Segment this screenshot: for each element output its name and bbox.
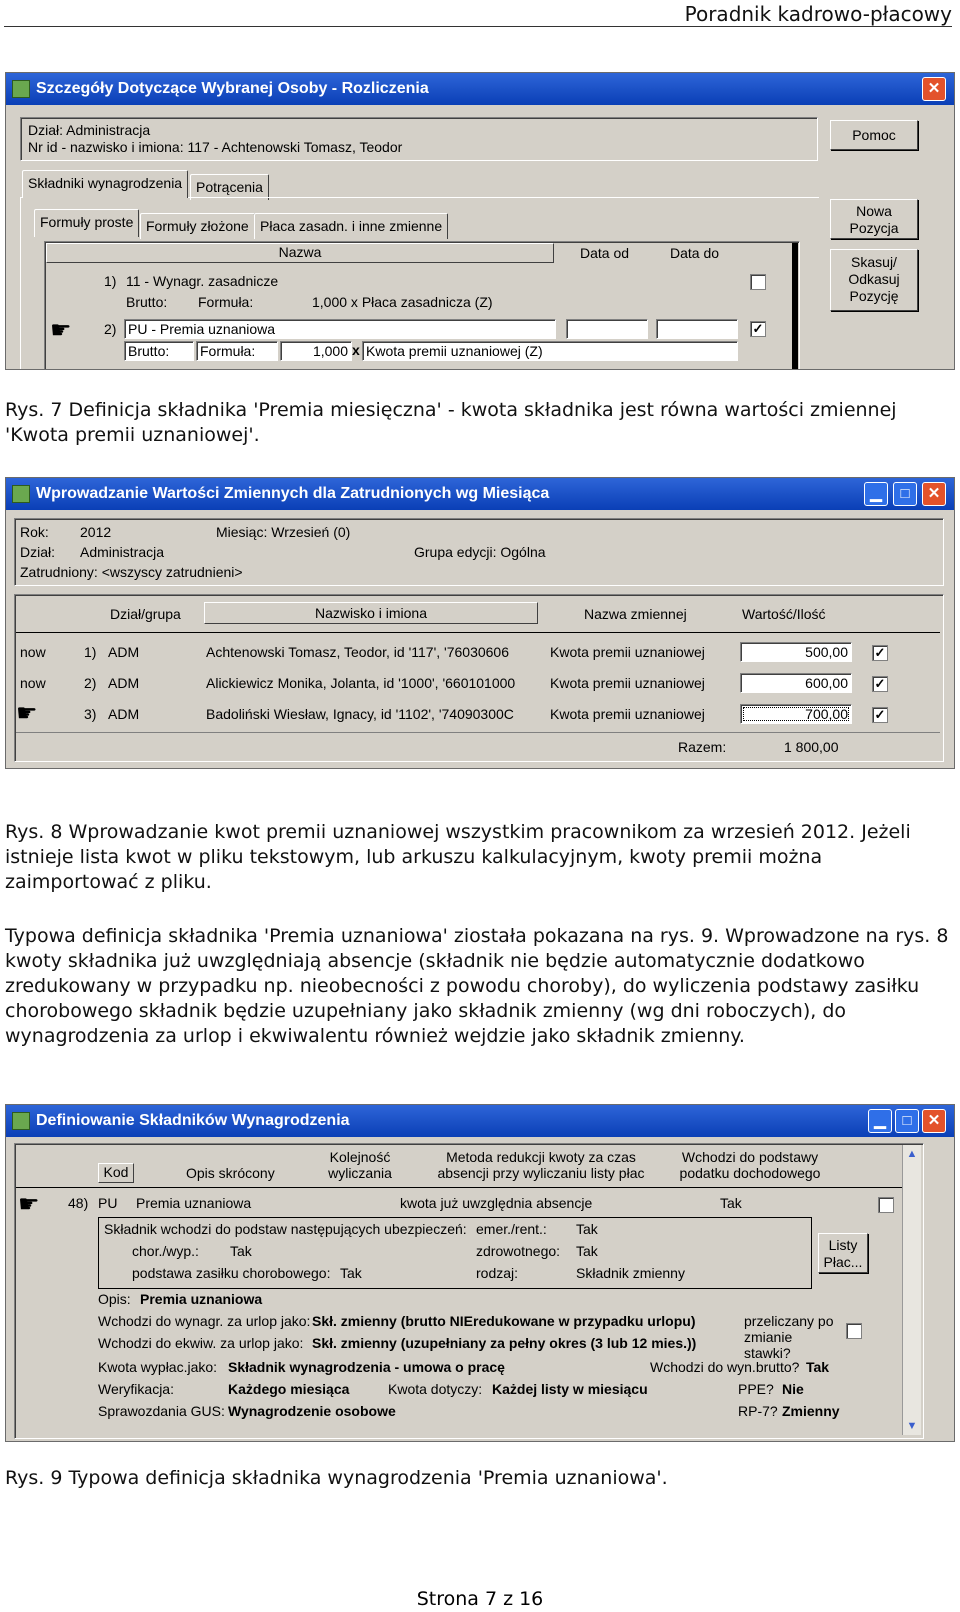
dept-label: Dział: Administracja [28, 122, 151, 138]
col-wartosc-header: Wartość/Ilość [742, 606, 826, 622]
row-number: 2) [84, 675, 97, 691]
fig9-window [5, 1104, 955, 1442]
ppe-value: Nie [782, 1381, 804, 1397]
row-employee-name: Badoliński Wiesław, Ignacy, id '1102', '74090300C [206, 706, 514, 722]
fig7-titlebar [6, 73, 954, 105]
verification-value: Każdego miesiąca [228, 1381, 350, 1397]
vertical-scrollbar[interactable] [902, 1145, 921, 1435]
app-icon [12, 1112, 30, 1130]
row-value-field[interactable]: 500,00 [740, 642, 852, 662]
col-opis-header: Opis skrócony [186, 1165, 275, 1181]
col-data-do-header: Data do [670, 245, 720, 261]
help-button[interactable]: Pomoc [830, 120, 918, 150]
window-title: Definiowanie Składników Wynagrodzenia [36, 1112, 350, 1129]
col-kod-header[interactable]: Kod [98, 1163, 134, 1183]
data-row[interactable] [16, 702, 940, 728]
vacation-pay-value: Skł. zmienny (brutto NIEredukowane w przypadku urlopu) [312, 1313, 696, 1329]
row2-date-to-field[interactable] [656, 319, 738, 339]
app-icon [12, 485, 30, 503]
list-scrollbar[interactable] [792, 243, 798, 369]
type-label: rodzaj: [476, 1265, 519, 1281]
close-button[interactable]: ✕ [922, 1109, 946, 1133]
col-nazwisko-header[interactable]: Nazwisko i imiona [204, 602, 538, 624]
col-metoda-header: Metoda redukcji kwoty za czas absencji przy wyliczaniu listy płac [437, 1149, 645, 1181]
payout-label: Kwota wypłac.jako: [98, 1359, 218, 1375]
window-title: Szczegóły Dotyczące Wybranej Osoby - Rozliczenia [36, 80, 429, 97]
health-label: zdrowotnego: [476, 1243, 561, 1259]
header-rule [4, 26, 952, 27]
row1-formula-expression: 1,000 x Płaca zasadnicza (Z) [312, 294, 493, 310]
pension-value: Tak [576, 1221, 598, 1237]
health-value: Tak [576, 1243, 598, 1259]
row-number: 1) [84, 644, 97, 660]
row2-date-from-field[interactable] [566, 319, 648, 339]
data-row[interactable] [16, 640, 940, 666]
row-number: 48) [68, 1195, 89, 1211]
list-header-row [46, 243, 796, 263]
close-button[interactable]: ✕ [922, 482, 946, 506]
recalc-checkbox[interactable] [846, 1323, 862, 1339]
row-dept: ADM [108, 706, 140, 722]
caption-fig7: Rys. 7 Definicja składnika 'Premia miesięczna' - kwota składnika jest równa wartości zmiennej 'Kwota premii uznaniowej'. [5, 399, 897, 446]
row1-name: 11 - Wynagr. zasadnicze [126, 273, 279, 289]
row-pointer-hand-icon: ☛ [18, 1191, 40, 1218]
gus-value: Wynagrodzenie osobowe [228, 1403, 396, 1419]
row-employee-name: Achtenowski Tomasz, Teodor, id '117', '76030606 [206, 644, 509, 660]
col-dzial-header: Dział/grupa [110, 606, 181, 622]
fig7-window [5, 72, 955, 370]
row-employee-name: Alickiewicz Monika, Jolanta, id '1000', '660101000 [206, 675, 516, 691]
row-variable-name: Kwota premii uznaniowej [550, 644, 705, 660]
row1-number: 1) [104, 273, 117, 289]
gross-value: Tak [806, 1359, 830, 1375]
col-wchodzi-header: Wchodzi do podstawy podatku dochodowego [679, 1149, 821, 1181]
data-row[interactable] [16, 671, 940, 697]
row-status: now [20, 644, 46, 660]
col-zmienna-header: Nazwa zmiennej [584, 606, 687, 622]
tab-formuly-zlozone[interactable]: Formuły złożone [140, 213, 255, 239]
total-value: 1 800,00 [784, 739, 839, 755]
caption-fig9: Rys. 9 Typowa definicja składnika wynagrodzenia 'Premia uznaniowa'. [5, 1467, 668, 1489]
scroll-down-arrow-icon[interactable]: ▼ [906, 1420, 918, 1432]
sickness-value: Tak [230, 1243, 252, 1259]
equivalent-label: Wchodzi do ekwiw. za urlop jako: [98, 1335, 304, 1351]
tab-skladniki[interactable]: Składniki wynagrodzenia [22, 170, 188, 198]
equivalent-value: Skł. zmienny (uzupełniany za pełny okres (3 lub 12 mies.)) [312, 1335, 697, 1351]
dept-value: Administracja [80, 544, 165, 560]
row1-checkbox[interactable] [750, 274, 766, 290]
ppe-label: PPE? [738, 1381, 774, 1397]
row2-variable-field[interactable]: Kwota premii uznaniowej (Z) [362, 341, 738, 361]
row-pointer-hand-icon: ☛ [50, 317, 72, 344]
edit-group-label: Grupa edycji: Ogólna [414, 544, 546, 560]
pension-label: emer./rent.: [476, 1221, 547, 1237]
fig8-titlebar [6, 478, 954, 510]
close-button[interactable]: ✕ [922, 77, 946, 101]
row-value-field[interactable]: 600,00 [740, 673, 852, 693]
month-label: Miesiąc: Wrzesień (0) [216, 524, 351, 540]
row-dept: ADM [108, 675, 140, 691]
minimize-button[interactable]: ▁ [864, 482, 888, 506]
recalc-label: przeliczany po zmianie stawki? [744, 1313, 834, 1361]
row2-formula-field[interactable]: Formuła: [196, 341, 278, 361]
page-header-title: Poradnik kadrowo-płacowy [684, 2, 952, 26]
insurance-heading: Składnik wchodzi do podstaw następujących ubezpieczeń: [104, 1221, 467, 1237]
payout-value: Składnik wynagrodzenia - umowa o pracę [228, 1359, 505, 1375]
fig8-window [5, 477, 955, 769]
row-dept: ADM [108, 644, 140, 660]
row2-times-sign: x [352, 342, 360, 358]
type-value: Składnik zmienny [576, 1265, 685, 1281]
minimize-button[interactable]: ▁ [868, 1109, 892, 1133]
row1-formula-label: Formuła: [198, 294, 254, 310]
col-nazwa-header[interactable]: Nazwa [46, 243, 554, 263]
row-checkbox[interactable]: ✓ [872, 645, 888, 661]
row-pointer-hand-icon: ☛ [16, 700, 38, 727]
maximize-button[interactable]: □ [893, 482, 917, 506]
row-value-field[interactable]: 700,00 [740, 704, 852, 724]
row-number: 3) [84, 706, 97, 722]
tab-potracenia[interactable]: Potrącenia [190, 174, 269, 200]
year-value: 2012 [80, 524, 112, 540]
verification-label: Weryfikacja: [98, 1381, 174, 1397]
payroll-lists-button[interactable]: Listy Płac... [818, 1233, 868, 1273]
employee-filter-label: Zatrudniony: <wszyscy zatrudnieni> [20, 564, 243, 580]
dept-label: Dział: [20, 544, 56, 560]
description-value: Premia uznaniowa [140, 1291, 263, 1307]
row-checkbox[interactable]: ✓ [872, 676, 888, 692]
person-id-label: Nr id - nazwisko i imiona: 117 - Achtenowski Tomasz, Teodor [28, 139, 403, 155]
col-data-od-header: Data od [580, 245, 630, 261]
total-label: Razem: [678, 739, 727, 755]
row-checkbox[interactable] [878, 1197, 894, 1213]
row2-number: 2) [104, 321, 117, 337]
window-title: Wprowadzanie Wartości Zmiennych dla Zatrudnionych wg Miesiąca [36, 485, 550, 502]
tab-placa-zasadn[interactable]: Płaca zasadn. i inne zmienne [254, 213, 448, 239]
delete-item-button[interactable]: Skasuj/ Odkasuj Pozycję [830, 249, 918, 311]
vacation-pay-label: Wchodzi do wynagr. za urlop jako: [98, 1313, 311, 1329]
grid-footer-divider [16, 732, 940, 733]
col-kolejnosc-header: Kolejność wyliczania [328, 1149, 392, 1181]
row-status: now [20, 675, 46, 691]
sick-benefit-label: podstawa zasiłku chorobowego: [132, 1265, 331, 1281]
row-description: Premia uznaniowa [136, 1195, 252, 1211]
row2-brutto-field[interactable]: Brutto: [124, 341, 194, 361]
caption-fig8: Rys. 8 Wprowadzanie kwot premii uznaniowej wszystkim pracownikom za wrzesień 2012. Jeżeli istnieje lista kwot w pliku tekstowym, lub arkuszu kalkulacyjnym, kwoty premii można zaimportować z pliku. [5, 821, 911, 893]
description-label: Opis: [98, 1291, 131, 1307]
scroll-up-arrow-icon[interactable]: ▲ [906, 1148, 918, 1160]
new-item-button[interactable]: Nowa Pozycja [830, 199, 918, 239]
maximize-button[interactable]: □ [895, 1109, 919, 1133]
body-paragraph: Typowa definicja składnika 'Premia uznaniowa' ziostała pokazana na rys. 9. Wprowadzone na rys. 8 kwoty składnika już uwzględniają absencje (składnik nie będzie automatycznie dodatkowo zredukowany w przypadku np. nieobecności z powodu choroby), do wyliczenia podstawy zasiłku chorobowego składnik będzie uzupełniany jako składnik zmienny (wg dni roboczych), do wynagrodzenia za urlop i ekwiwalentu również wejdzie jako składnik zmienny. [5, 925, 949, 1047]
grid-header-divider [16, 632, 940, 633]
row-variable-name: Kwota premii uznaniowej [550, 675, 705, 691]
row-code: PU [98, 1195, 118, 1211]
gross-label: Wchodzi do wyn.brutto? [650, 1359, 800, 1375]
row-reduction-method: kwota już uwzględnia absencje [400, 1195, 593, 1211]
rp7-value: Zmienny [782, 1403, 840, 1419]
gus-label: Sprawozdania GUS: [98, 1403, 225, 1419]
row2-checkbox[interactable]: ✓ [750, 321, 766, 337]
row-variable-name: Kwota premii uznaniowej [550, 706, 705, 722]
applies-to-value: Każdej listy w miesiącu [492, 1381, 648, 1397]
tab-formuly-proste[interactable]: Formuły proste [34, 209, 139, 237]
rp7-label: RP-7? [738, 1403, 778, 1419]
year-label: Rok: [20, 524, 49, 540]
app-icon [12, 80, 30, 98]
page-footer: Strona 7 z 16 [416, 1588, 544, 1610]
row2-name-field[interactable]: PU - Premia uznaniowa [124, 319, 556, 339]
row-tax-base: Tak [720, 1195, 742, 1211]
row-checkbox[interactable]: ✓ [872, 707, 888, 723]
row1-brutto-label: Brutto: [126, 294, 168, 310]
list-header-divider [16, 1187, 902, 1188]
row2-multiplier-field[interactable]: 1,000 [280, 341, 352, 361]
sick-benefit-value: Tak [340, 1265, 362, 1281]
fig9-titlebar [6, 1105, 954, 1137]
sickness-label: chor./wyp.: [132, 1243, 199, 1259]
applies-to-label: Kwota dotyczy: [388, 1381, 483, 1397]
